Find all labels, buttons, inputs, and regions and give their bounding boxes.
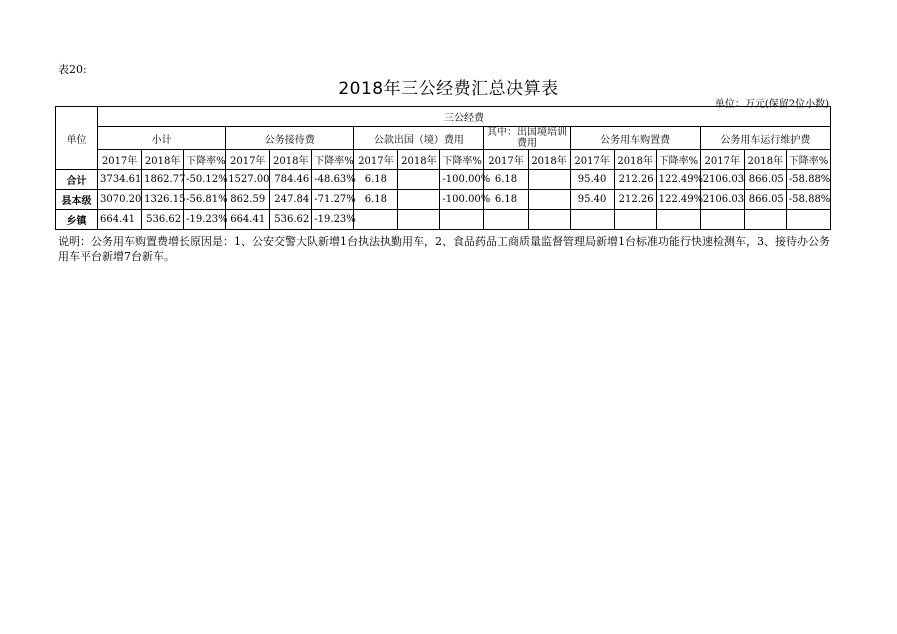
table-cell: 212.26 [614,170,656,190]
row-label: 合计 [56,170,98,190]
year-2017-header: 2017年 [570,150,614,170]
year-2018-header: 2018年 [528,150,570,170]
table-cell: 3070.20 [98,190,142,210]
drop-rate-header: 下降率% [312,150,354,170]
table-cell: -58.88% [786,190,830,210]
group-header-abroad-training: 其中：出国境培训费用 [484,127,570,150]
year-2018-header: 2018年 [270,150,312,170]
table-cell: 1862.77 [142,170,184,190]
table-cell: 536.62 [270,210,312,230]
table-cell: -48.63% [312,170,354,190]
table-cell: 862.59 [226,190,270,210]
table-cell [528,190,570,210]
year-2018-header: 2018年 [744,150,786,170]
group-header-abroad: 公款出国（境）费用 [354,127,484,150]
table-cell: 784.46 [270,170,312,190]
table-cell [528,170,570,190]
page-title: 2018年三公经费汇总决算表 [338,79,559,99]
table-cell [570,210,614,230]
drop-rate-header: 下降率% [184,150,226,170]
table-cell: -19.23% [312,210,354,230]
table-cell: 6.18 [354,190,398,210]
table-cell: 2106.03 [700,170,744,190]
table-cell: 6.18 [484,170,528,190]
table-cell: -56.81% [184,190,226,210]
year-2018-header: 2018年 [398,150,440,170]
group-header-vehicle-operation: 公务用车运行维护费 [700,127,830,150]
year-2017-header: 2017年 [354,150,398,170]
table-cell: 1527.00 [226,170,270,190]
table-cell: 212.26 [614,190,656,210]
table-body [56,170,831,230]
explanation-note: 说明：公务用车购置费增长原因是：1、公安交警大队新增1台执法执勤用车，2、食品药品工商质量监督管理局新增1台标准功能行快速检测车，3、接待办公务用车平台新增7台新车。 [58,235,830,263]
table-cell: -50.12% [184,170,226,190]
table-cell [354,210,398,230]
table-number: 表20: [58,63,87,76]
drop-rate-header: 下降率% [440,150,484,170]
table-cell: 95.40 [570,190,614,210]
year-2018-header: 2018年 [614,150,656,170]
corner-header: 单位 [56,107,98,170]
table-cell: -100.00% [440,170,484,190]
year-2017-header: 2017年 [700,150,744,170]
table-cell: 3734.61 [98,170,142,190]
table-cell [398,190,440,210]
table-row [56,190,831,210]
drop-rate-header: 下降率% [656,150,700,170]
summary-table [55,106,831,230]
table-cell: 1326.15 [142,190,184,210]
table-cell: -71.27% [312,190,354,210]
table-cell: 2106.03 [700,190,744,210]
top-header: 三公经费 [98,107,831,127]
table-cell [656,210,700,230]
table-cell: -100.00% [440,190,484,210]
table-cell [484,210,528,230]
table-cell [786,210,830,230]
table-cell [398,210,440,230]
table-cell: 122.49% [656,190,700,210]
unit-label: 单位：万元(保留2位小数) [714,99,829,110]
year-2017-header: 2017年 [484,150,528,170]
table-cell: 247.84 [270,190,312,210]
table-cell: 6.18 [354,170,398,190]
row-label: 乡镇 [56,210,98,230]
table-cell: -58.88% [786,170,830,190]
drop-rate-header: 下降率% [786,150,830,170]
row-label: 县本级 [56,190,98,210]
table-cell: 866.05 [744,170,786,190]
year-2017-header: 2017年 [98,150,142,170]
year-2018-header: 2018年 [142,150,184,170]
table-row [56,210,831,230]
table-cell: 866.05 [744,190,786,210]
table-row [56,170,831,190]
header-row-top [56,107,831,127]
table-cell [614,210,656,230]
table-cell: 95.40 [570,170,614,190]
year-2017-header: 2017年 [226,150,270,170]
table-cell [528,210,570,230]
group-header-subtotal: 小计 [98,127,226,150]
table-cell: 664.41 [98,210,142,230]
table-cell: 122.49% [656,170,700,190]
table-cell [700,210,744,230]
table-cell [398,170,440,190]
table-cell: 536.62 [142,210,184,230]
group-header-vehicle-purchase: 公务用车购置费 [570,127,700,150]
table-cell [440,210,484,230]
table-cell [744,210,786,230]
table-cell: 664.41 [226,210,270,230]
group-header-reception: 公务接待费 [226,127,354,150]
header-row-years [56,150,831,170]
header-row-groups [56,127,831,150]
table-cell: 6.18 [484,190,528,210]
table-cell: -19.23% [184,210,226,230]
